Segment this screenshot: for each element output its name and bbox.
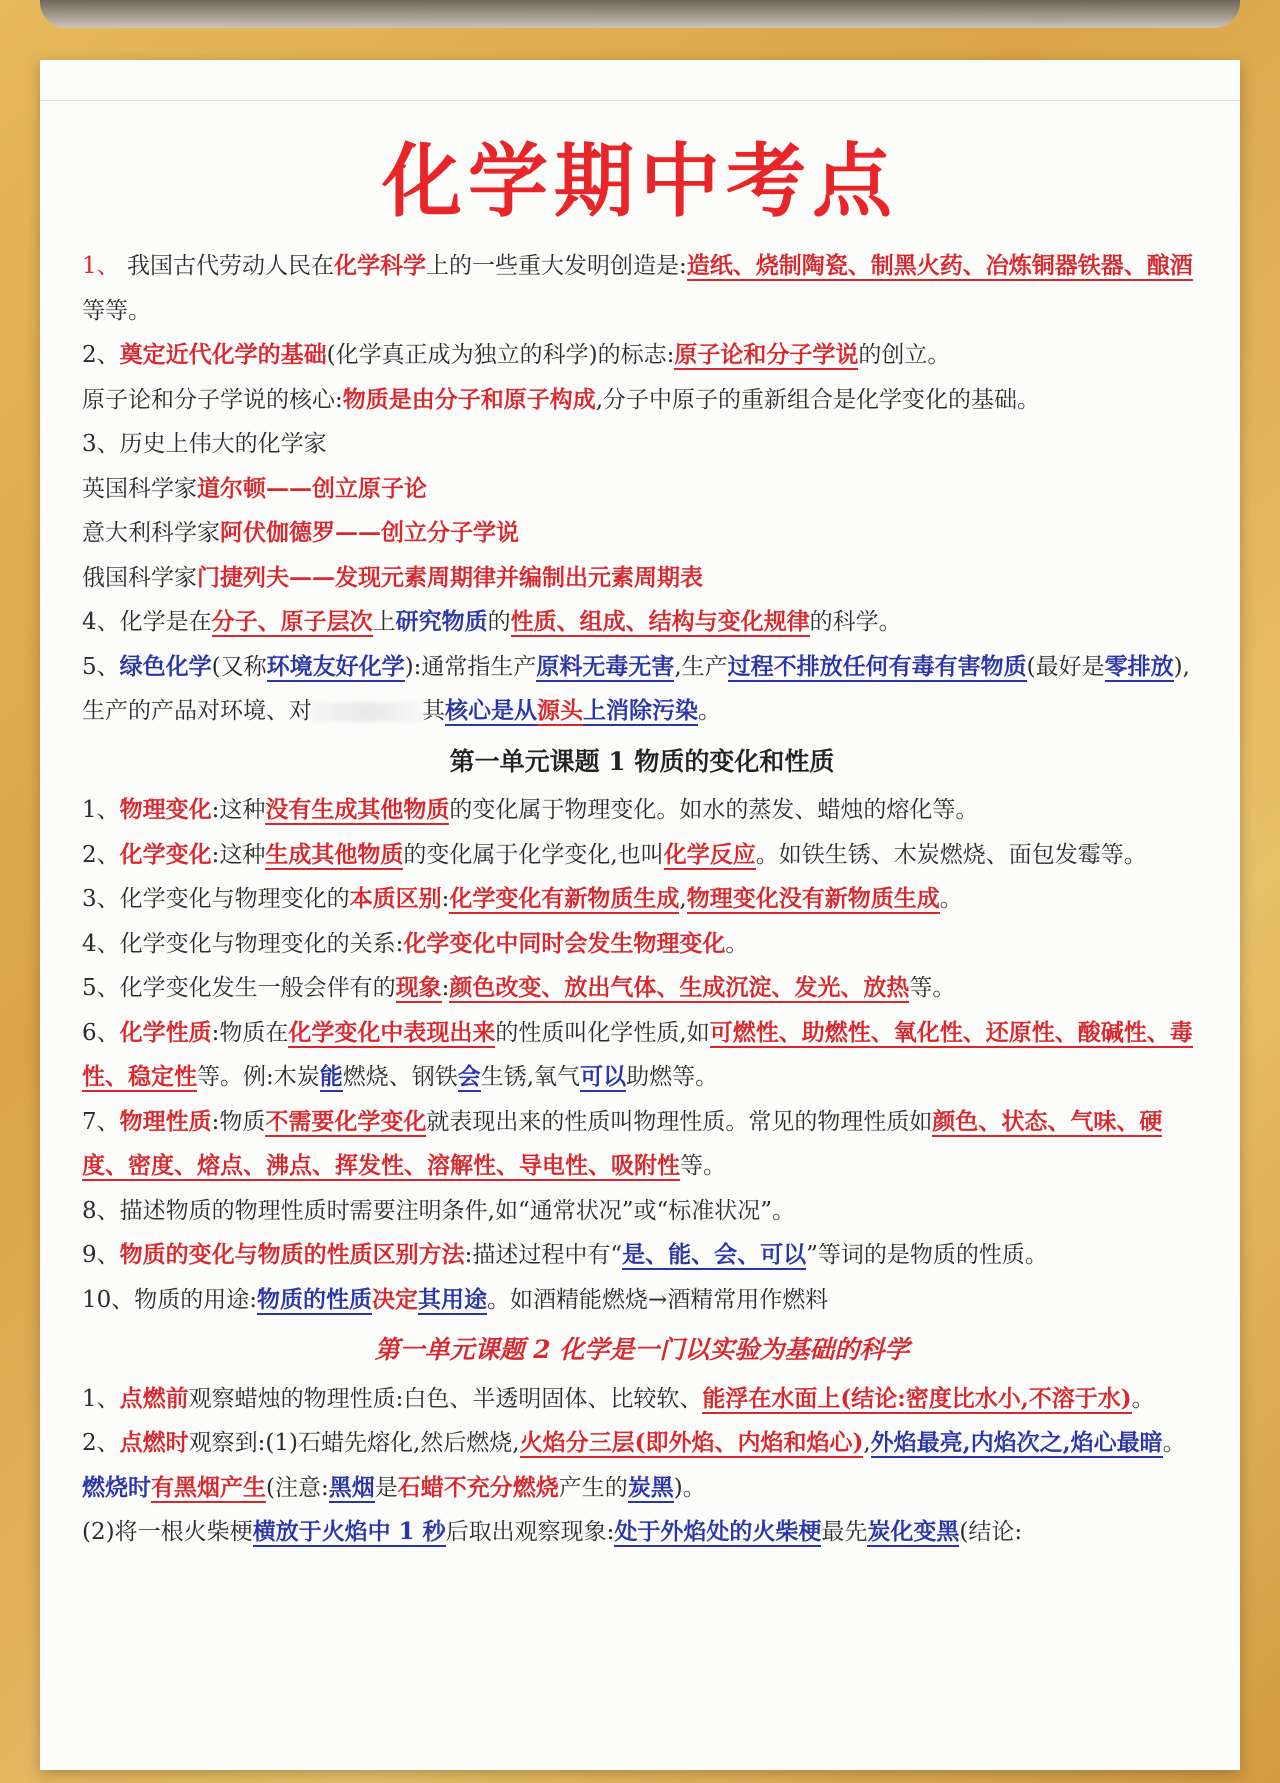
point-2-core: 原子论和分子学说的核心:物质是由分子和原子构成,分子中原子的重新组合是化学变化的基础。 (82, 385, 1041, 413)
u1-point-1: 1、物理变化:这种没有生成其他物质的变化属于物理变化。如水的蒸发、蜡烛的熔化等。 (82, 796, 979, 823)
u1-point-10: 10、物质的用途:物质的性质决定其用途。如酒精能燃烧→酒精常用作燃料 (82, 1285, 829, 1313)
section-heading-unit1-lesson2: 第一单元课题 2 化学是一门以实验为基础的科学 (374, 1335, 910, 1364)
u1-point-9: 9、物质的变化与物质的性质区别方法:描述过程中有“是、能、会、可以”等词的是物质的性质。 (82, 1241, 1048, 1268)
point-1: 1、 我国古代劳动人民在化学科学上的一些重大发明创造是:造纸、烧制陶瓷、制黑火药、冶炼铜器铁器、酿酒等等。 (82, 252, 1193, 324)
u1-point-6: 6、化学性质:物质在化学变化中表现出来的性质叫化学性质,如可燃性、助燃性、氧化性、还原性、酸碱性、毒性、稳定性等。例:木炭能燃烧、钢铁会生锈,氧气可以助燃等。 (82, 1018, 1193, 1090)
page-title: 化学期中考点 (382, 135, 898, 228)
u1-point-3: 3、化学变化与物理变化的本质区别:化学变化有新物质生成,物理变化没有新物质生成。 (82, 885, 963, 912)
chemist-dalton: 英国科学家道尔顿——创立原子论 (82, 474, 427, 502)
chemist-avogadro: 意大利科学家阿伏伽德罗——创立分子学说 (82, 519, 519, 546)
u1-point-5: 5、化学变化发生一般会伴有的现象:颜色改变、放出气体、生成沉淀、发光、放热等。 (82, 974, 956, 1001)
document-body (82, 244, 1202, 1555)
u2-point-2-sub: (2)将一根火柴梗横放于火焰中 1 秒后取出观察现象:处于外焰处的火柴梗最先炭化变黑(结论: (82, 1518, 1023, 1545)
point-5: 5、绿色化学(又称环境友好化学):通常指生产原料无毒无害,生产过程不排放任何有毒有害物质(最好是零排放),生产的产品对环境、对 其核心是从源头上消除污染。 (82, 652, 1190, 724)
document-page (40, 60, 1240, 1770)
divider (40, 100, 1240, 101)
u1-point-4: 4、化学变化与物理变化的关系:化学变化中同时会发生物理变化。 (82, 929, 749, 957)
clipboard-clip (40, 0, 1240, 28)
point-2: 2、奠定近代化学的基础(化学真正成为独立的科学)的标志:原子论和分子学说的创立。 (82, 341, 951, 368)
u2-point-1: 1、点燃前观察蜡烛的物理性质:白色、半透明固体、比较软、能浮在水面上(结论:密度比水小,不溶于水)。 (82, 1384, 1155, 1412)
section-heading-unit1-lesson1: 第一单元课题 1 物质的变化和性质 (449, 746, 835, 776)
point-3: 3、历史上伟大的化学家 (82, 431, 327, 457)
chemist-mendeleev: 俄国科学家门捷列夫——发现元素周期律并编制出元素周期表 (82, 563, 703, 591)
u1-point-7: 7、物理性质:物质不需要化学变化就表现出来的性质叫物理性质。常见的物理性质如颜色、状态、气味、硬度、密度、熔点、沸点、挥发性、溶解性、导电性、吸附性等。 (82, 1107, 1163, 1179)
u1-point-8: 8、描述物质的物理性质时需要注明条件,如“通常状况”或“标准状况”。 (82, 1197, 795, 1224)
u1-point-2: 2、化学变化:这种生成其他物质的变化属于化学变化,也叫化学反应。如铁生锈、木炭燃烧、面包发霉等。 (82, 840, 1147, 868)
u2-point-2: 2、点燃时观察到:(1)石蜡先熔化,然后燃烧,火焰分三层(即外焰、内焰和焰心),外焰最亮,内焰次之,焰心最暗。燃烧时有黑烟产生(注意:黑烟是石蜡不充分燃烧产生的炭黑)。 (82, 1429, 1186, 1501)
point-4: 4、化学是在分子、原子层次上研究物质的性质、组成、结构与变化规律的科学。 (82, 608, 902, 635)
blurred-region (312, 702, 422, 722)
